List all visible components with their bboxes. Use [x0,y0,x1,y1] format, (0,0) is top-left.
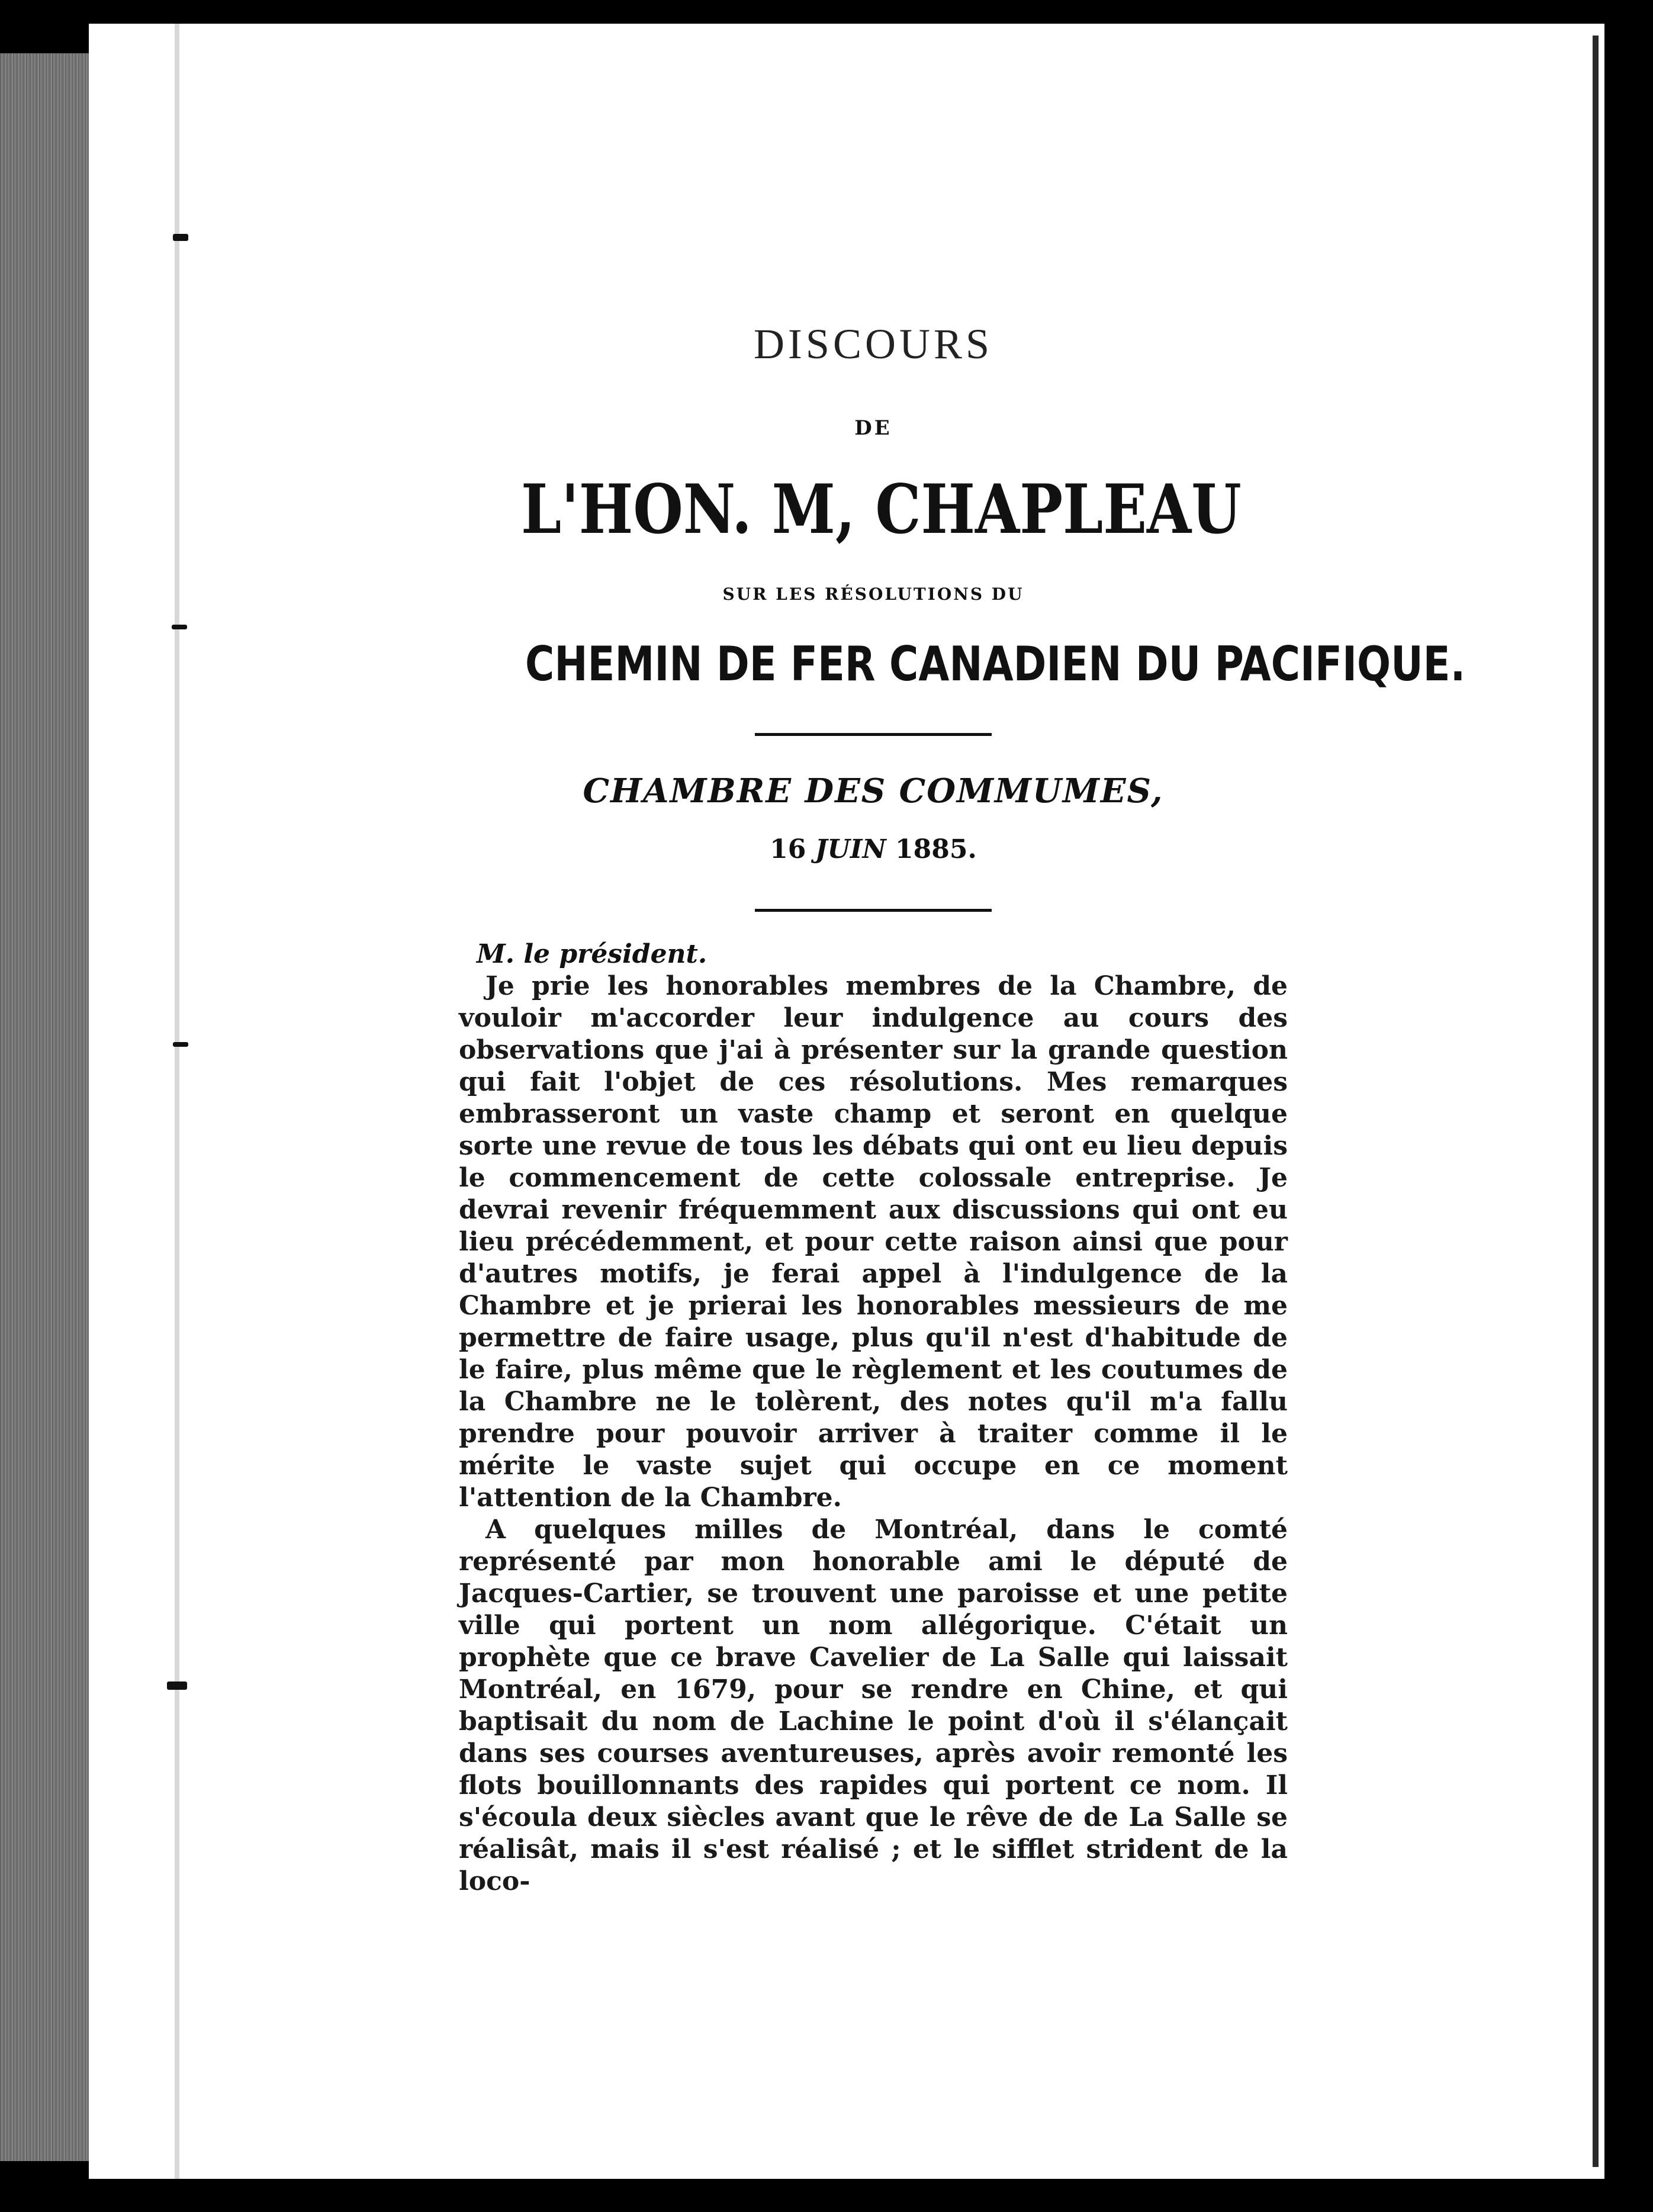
title-discours: DISCOURS [753,320,993,368]
title-sur-les-resolutions: SUR LES RÉSOLUTIONS DU [722,584,1024,604]
date-month: JUIN [815,834,886,864]
page-fold-line [175,24,179,2179]
speech-subject: CHEMIN DE FER CANADIEN DU PACIFIQUE. [525,636,1466,692]
paragraph-2: A quelques milles de Montréal, dans le comté représenté par mon honorable ami le député de Jacques-Cartier, se trouvent une paroisse et une petite ville qui portent un nom allégorique. C'était un prophète que ce brave Cavelier de La Salle qui laissait Montréal, en 1679, pour se rendre en Chine, et qui baptisait du nom de Lachine le point d'où il s'élançait dans ses courses aventureuses, après avoir remonté les flots bouillonnants des rapides qui portent ce nom. Il s'écoula deux siècles avant que le rêve de de La Salle se réalisât, mais il s'est réalisé ; et le sifflet strident de la loco- [459,1515,1288,1896]
salutation: M. le président. [477,939,707,969]
speaker-name: L'HON. M, CHAPLEAU [521,470,1242,549]
chamber-name: CHAMBRE DES COMMUMES, [583,771,1164,811]
adjacent-page-strip [0,53,89,2161]
divider-rule [755,733,992,736]
title-de: DE [854,416,892,440]
binding-thread-mark [167,1681,187,1690]
page-right-edge [1593,36,1599,2167]
speech-date [459,834,1288,864]
paragraph-1: Je prie les honorables membres de la Chambre, de vouloir m'accorder leur indulgence au cours des observations que j'ai à présenter sur la grande question qui fait l'objet de ces résolutions. Mes remarques embrasseront un vaste champ et seront en quelque sorte une revue de tous les débats qui ont eu lieu depuis le commencement de cette colossale entreprise. Je devrai revenir fréquemment aux discussions qui ont eu lieu précédemment, et pour cette raison ainsi que pour d'autres motifs, je ferai appel à l'indulgence de la Chambre et je prierai les honorables messieurs de me permettre de faire usage, plus qu'il n'est d'habitude de le faire, plus même que le règlement et les coutumes de la Chambre ne le tolèrent, des notes qu'il m'a fallu prendre pour pouvoir arriver à traiter comme il le mérite le vaste sujet qui occupe en ce moment l'attention de la Chambre. [459,971,1288,1513]
date-day: 16 [770,834,815,864]
binding-thread-mark [173,234,188,241]
document-content [459,320,1466,1898]
date-year: 1885. [886,834,977,864]
binding-thread-mark [173,1042,188,1047]
divider-rule [755,909,992,912]
binding-thread-mark [172,625,187,629]
